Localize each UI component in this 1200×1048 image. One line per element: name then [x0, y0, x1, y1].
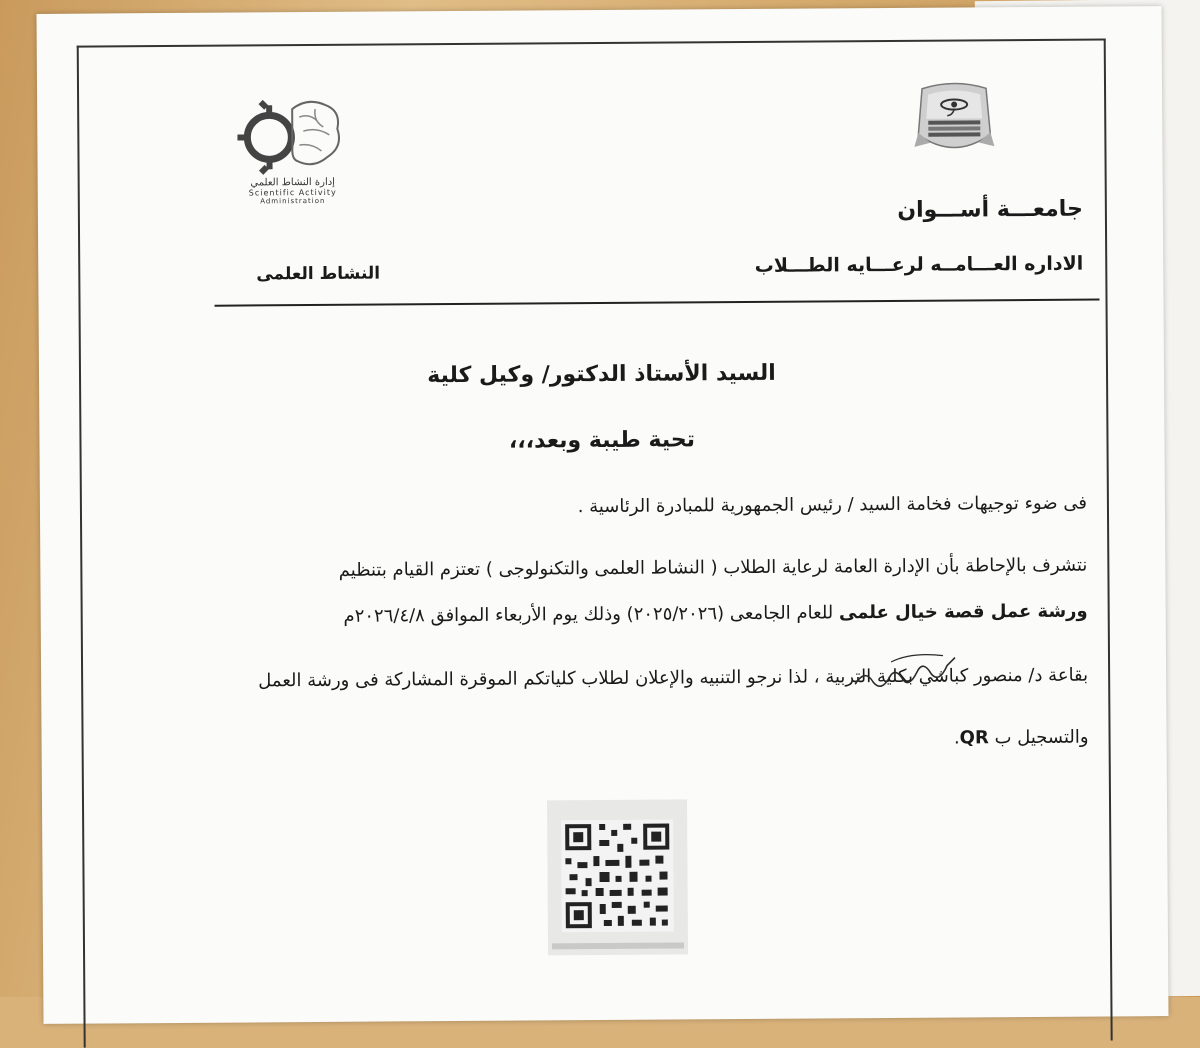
- paragraph-1: فى ضوء توجيهات فخامة السيد / رئيس الجمهورية للمبادرة الرئاسية .: [577, 492, 1088, 518]
- university-name: جامعـــة أســـوان: [897, 196, 1083, 223]
- sci-logo-english-2: Administration: [260, 196, 326, 206]
- workshop-date: للعام الجامعى (٢٠٢٥/٢٠٢٦) وذلك يوم الأربعاء الموافق ٢٠٢٦/٤/٨م: [343, 602, 840, 627]
- greeting: تحية طيبة وبعد،،،: [508, 427, 696, 454]
- qr-label: QR: [959, 727, 989, 749]
- paragraph-4: بقاعة د/ منصور كباشي بكلية التربية ، لذا نرجو التنبيه والإعلان لطلاب كلياتكم الموقرة المشاركة فى ورشة العمل: [258, 664, 1089, 692]
- registration-text: والتسجيل ب: [988, 726, 1089, 749]
- sci-logo-arabic: إدارة النشاط العلمي: [250, 176, 335, 189]
- gear-brain-icon: [237, 97, 348, 176]
- activity-name: النشاط العلمى: [256, 263, 381, 285]
- letter-sheet: [36, 6, 1168, 1024]
- sci-logo-english-1: Scientific Activity: [248, 187, 337, 198]
- scientific-activity-logo: [237, 97, 348, 213]
- paragraph-5: [954, 727, 1089, 749]
- paragraph-2: نتشرف بالإحاطة بأن الإدارة العامة لرعاية الطلاب ( النشاط العلمى والتكنولوجى ) تعتزم القيام بتنظيم: [338, 554, 1088, 581]
- university-emblem-icon: [912, 82, 997, 157]
- signature-icon: [851, 648, 961, 697]
- period: .: [953, 727, 960, 749]
- qr-code-icon: [547, 799, 688, 943]
- addressee: السيد الأستاذ الدكتور/ وكيل كلية: [427, 360, 776, 389]
- department-name: الاداره العـــامــه لرعـــايه الطـــلاب: [754, 252, 1084, 277]
- qr-code-area: [547, 799, 688, 955]
- qr-screenshot-strip: [552, 942, 684, 949]
- workshop-title: ورشة عمل قصة خيال علمى: [838, 600, 1088, 624]
